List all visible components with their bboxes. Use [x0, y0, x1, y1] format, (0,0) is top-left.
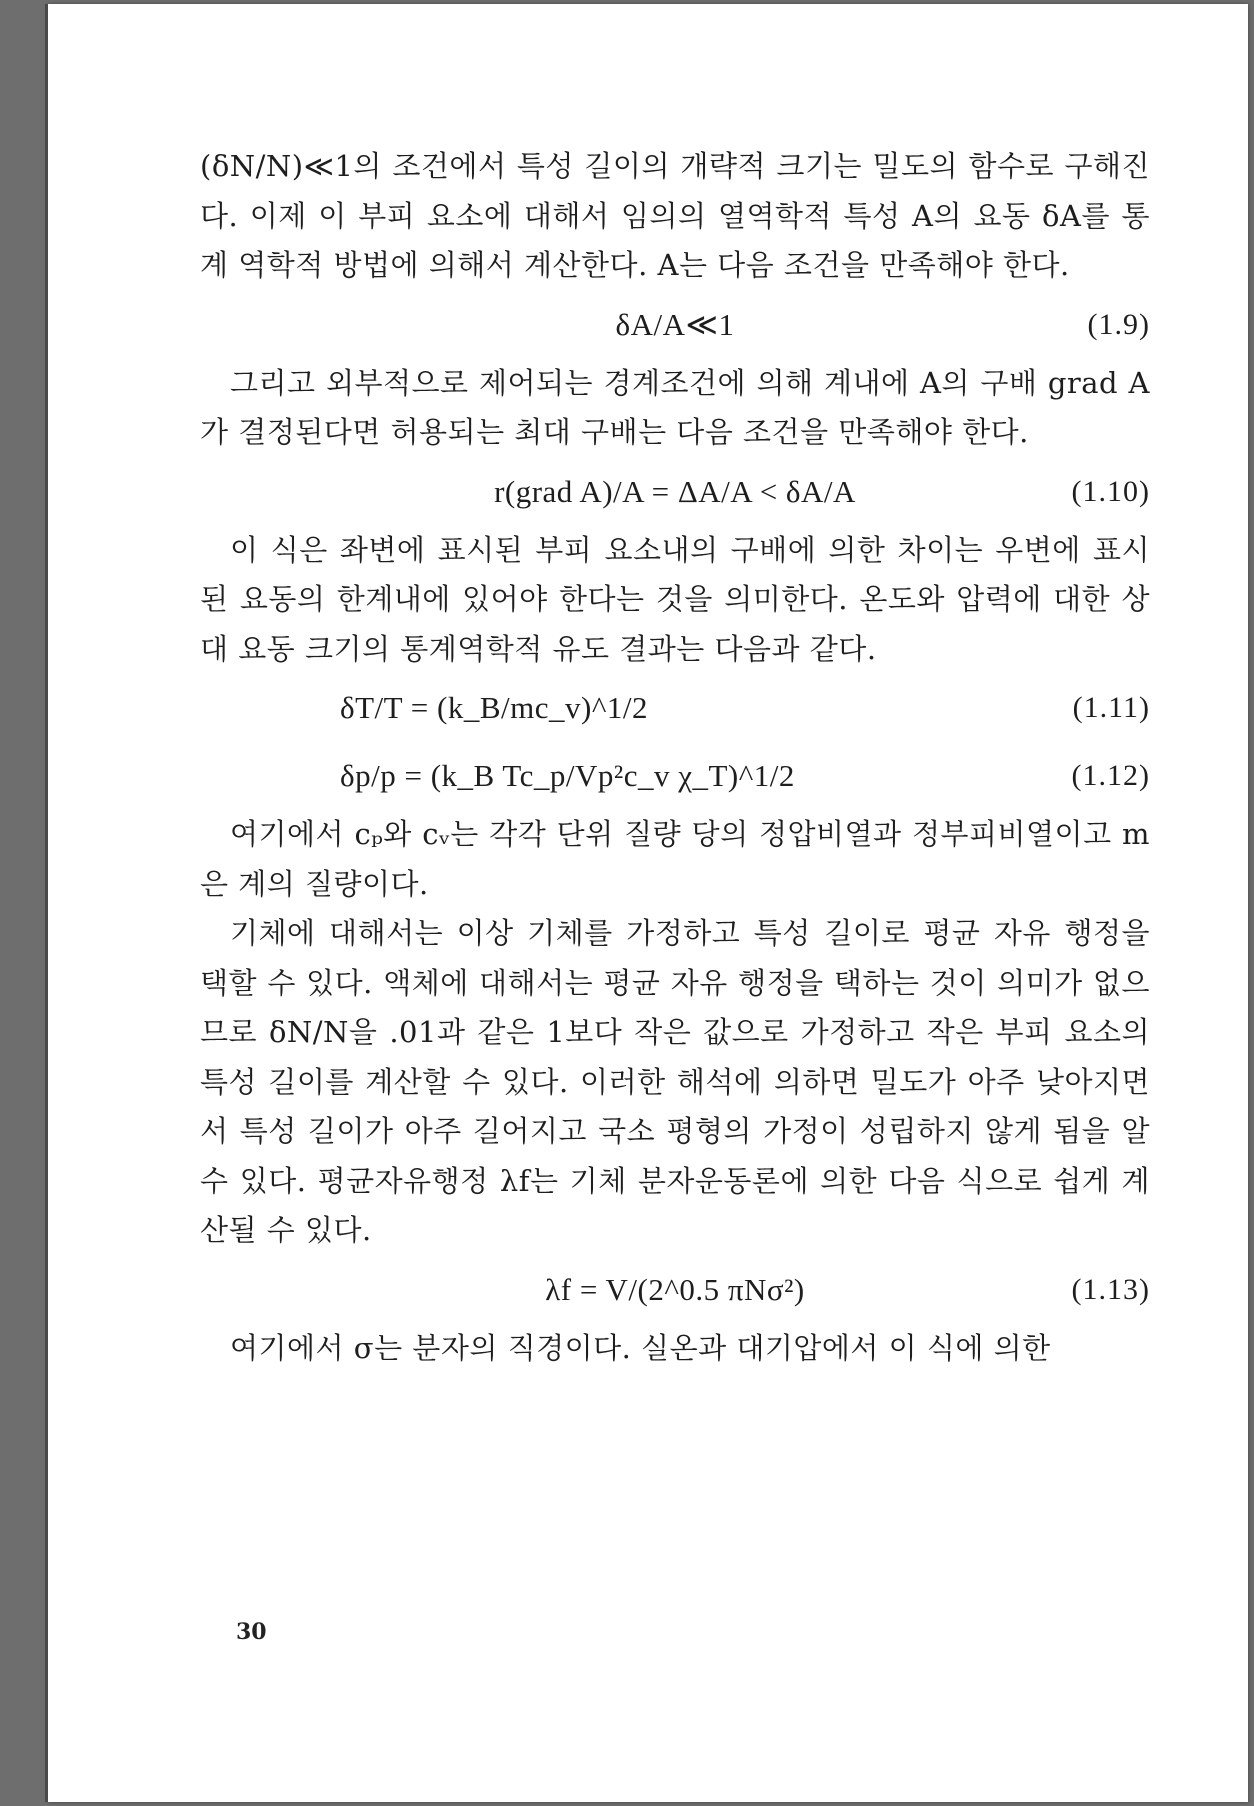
- equation-number: (1.10): [1071, 474, 1150, 508]
- equation-1-10: [200, 458, 1150, 526]
- equation-1-9: [200, 291, 1150, 359]
- equation-number: (1.11): [1072, 691, 1150, 724]
- paragraph-2: 그리고 외부적으로 제어되는 경계조건에 의해 계내에 A의 구배 grad A가 결정된다면 허용되는 최대 구배는 다음 조건을 만족해야 한다.: [200, 365, 1150, 449]
- paragraph-5: 기체에 대해서는 이상 기체를 가정하고 특성 길이로 평균 자유 행정을 택할 수 있다. 액체에 대해서는 평균 자유 행정을 택하는 것이 의미가 없으므로 δN/N을 .01과 같은 1보다 작은 값으로 가정하고 작은 부피 요소의 특성 길이를 계산할 수 있다. 이러한 해석에 의하면 밀도가 아주 낮아지면서 특성 길이가 아주 길어지고 국소 평형의 가정이 성립하지 않게 됨을 알 수 있다. 평균자유행정 λf는 기체 분자운동론에 의한 다음 식으로 쉽게 계산될 수 있다.: [200, 916, 1150, 1247]
- paragraph-6: 여기에서 σ는 분자의 직경이다. 실온과 대기압에서 이 식에 의한: [230, 1330, 1051, 1365]
- paragraph-3: 이 식은 좌변에 표시된 부피 요소내의 구배에 의한 차이는 우변에 표시된 요동의 한계내에 있어야 한다는 것을 의미한다. 온도와 압력에 대한 상대 요동 크기의 통계역학적 유도 결과는 다음과 같다.: [200, 532, 1150, 666]
- equation-number: (1.13): [1071, 1272, 1150, 1306]
- equation-expression: r(grad A)/A = ΔA/A < δA/A: [494, 473, 856, 509]
- page-body: [200, 142, 1150, 1373]
- equation-expression: λf = V/(2^0.5 πNσ²): [545, 1271, 805, 1307]
- equation-expression: δA/A≪1: [615, 306, 735, 342]
- paragraph-1: (δN/N)≪1의 조건에서 특성 길이의 개략적 크기는 밀도의 함수로 구해진다. 이제 이 부피 요소에 대해서 임의의 열역학적 특성 A의 요동 δA를 통계 역학적 방법에 의해서 계산한다. A는 다음 조건을 만족해야 한다.: [200, 149, 1150, 282]
- equation-1-11: [200, 674, 1150, 742]
- equation-number: (1.12): [1071, 759, 1150, 792]
- paragraph-4: 여기에서 cₚ와 cᵥ는 각각 단위 질량 당의 정압비열과 정부피비열이고 m은 계의 질량이다.: [200, 817, 1150, 901]
- equation-expression: δp/p = (k_B Tc_p/Vp²c_v χ_T)^1/2: [340, 758, 795, 793]
- equation-1-12: [200, 742, 1150, 810]
- equation-number: (1.9): [1087, 307, 1150, 341]
- equation-expression: δT/T = (k_B/mc_v)^1/2: [340, 690, 648, 725]
- page-number: 30: [236, 1619, 267, 1645]
- equation-1-13: [200, 1256, 1150, 1324]
- book-page: [48, 4, 1248, 1802]
